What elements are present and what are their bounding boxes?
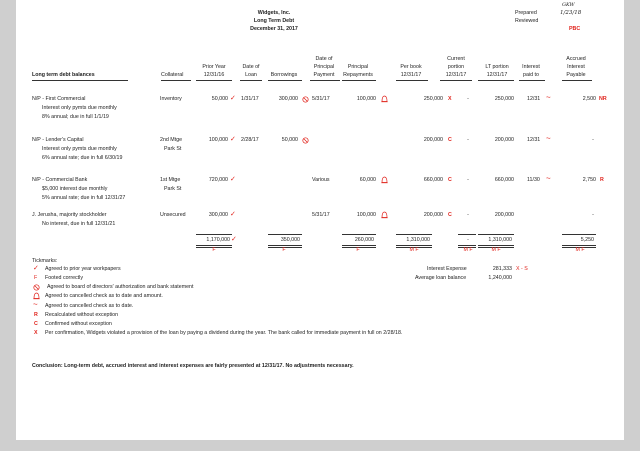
foot-mark: M F: [575, 247, 585, 253]
row-current-portion: -: [467, 212, 469, 218]
col-collateral: Collateral: [161, 72, 184, 78]
tickmark-desc: Confirmed without exception: [45, 321, 112, 327]
row-interest-paid: 11/30: [527, 177, 540, 183]
row-lt-portion: 200,000: [494, 137, 514, 143]
col-interest-paid-2: paid to: [523, 72, 539, 78]
row-collateral: Unsecured: [160, 212, 186, 218]
cancelled-check-icon: [381, 176, 388, 184]
foot-mark: F: [282, 247, 286, 253]
check-date-tickmark: ~: [546, 93, 551, 102]
row-detail: Interest only pymts due monthly: [42, 105, 117, 111]
report-title: Long Term Debt: [253, 18, 295, 24]
average-loan-value: 1,240,000: [488, 275, 512, 281]
foot-mark: M F: [409, 247, 419, 253]
col-prior-year-2: 12/31/16: [203, 72, 225, 78]
row-lt-portion: 200,000: [494, 212, 514, 218]
per-book-mark: C: [448, 212, 452, 218]
row-prior-year: 100,000: [208, 137, 228, 143]
col-description: Long term debt balances: [32, 72, 95, 78]
col-pay-date-1: Date of: [315, 56, 333, 62]
col-accrued-3: Payable: [566, 72, 586, 78]
workpaper-sheet: [16, 0, 624, 440]
prior-year-tickmark: ✓: [230, 136, 236, 143]
row-per-book: 250,000: [423, 96, 443, 102]
row-loan-date: 2/28/17: [241, 137, 259, 143]
col-prior-year-1: Prior Year: [202, 64, 226, 70]
prior-year-tickmark: ✓: [230, 95, 236, 102]
tickmark-desc: Agreed to cancelled check as to date.: [45, 303, 134, 309]
bell-icon: [33, 292, 40, 300]
col-per-book-2: 12/31/17: [400, 72, 422, 78]
total-current-portion: -: [467, 237, 469, 243]
row-name: J. Jerusha, majority stockholder: [32, 212, 107, 218]
row-interest-paid: 12/31: [527, 96, 541, 102]
row-collateral: Inventory: [160, 96, 182, 102]
row-payment-date: 5/31/17: [312, 96, 330, 102]
row-prior-year: 720,000: [208, 177, 228, 183]
cancelled-check-icon: [381, 211, 388, 219]
row-detail: 8% annual; due in full 1/1/19: [42, 114, 109, 120]
row-borrowings: 50,000: [281, 137, 298, 143]
tickmark-desc: Footed correctly: [45, 275, 83, 281]
row-collateral: Park St: [164, 186, 182, 192]
col-interest-paid-1: Interest: [522, 64, 540, 70]
reviewed-label: Reviewed: [515, 18, 539, 24]
col-loan-date-1: Date of: [242, 64, 260, 70]
col-pay-date-2: Principal: [313, 64, 335, 70]
cancelled-check-icon: [381, 95, 388, 103]
accrued-mark: NR: [599, 96, 607, 102]
prior-year-tickmark: ✓: [230, 176, 236, 183]
row-detail: No interest, due in full 12/31/21: [42, 221, 116, 227]
row-name: N/P - Lender's Capital: [32, 137, 84, 143]
row-collateral: Park St: [164, 146, 182, 152]
tickmark-symbol: F: [34, 275, 38, 281]
company-name: Widgets, Inc.: [257, 10, 291, 16]
checkmark-icon: ✓: [33, 265, 39, 272]
row-current-portion: -: [467, 137, 469, 143]
row-per-book: 200,000: [423, 137, 443, 143]
row-repayments: 60,000: [359, 177, 376, 183]
col-lt-portion-1: LT portion: [485, 64, 509, 70]
prior-year-tickmark: ✓: [231, 236, 237, 243]
total-lt-portion: 1,310,000: [488, 237, 512, 243]
board-authorization-icon: [302, 137, 309, 144]
row-current-portion: -: [467, 177, 469, 183]
row-payment-date: 5/31/17: [312, 212, 330, 218]
col-per-book-1: Per book: [400, 64, 422, 70]
foot-mark: F: [212, 247, 216, 253]
foot-mark: M F: [491, 247, 501, 253]
total-borrowings: 350,000: [280, 237, 300, 243]
average-loan-label: Average loan balance: [415, 275, 467, 281]
tickmark-desc: Agreed to cancelled check as to date and amount.: [45, 293, 163, 299]
per-book-mark: C: [448, 177, 452, 183]
row-per-book: 200,000: [423, 212, 443, 218]
interest-expense-label: Interest Expense: [427, 266, 467, 272]
tickmarks-title: Tickmarks:: [32, 258, 58, 264]
row-prior-year: 50,000: [211, 96, 228, 102]
row-repayments: 100,000: [356, 96, 376, 102]
foot-mark: F: [356, 247, 360, 253]
row-accrued: -: [592, 137, 594, 143]
col-loan-date-2: Loan: [245, 72, 257, 78]
per-book-mark: X: [448, 96, 452, 102]
row-detail: 5% annual rate; due in full 12/31/27: [42, 195, 126, 201]
tickmark-symbol: R: [34, 312, 38, 318]
check-date-tickmark: ~: [546, 174, 551, 183]
row-accrued: 2,750: [582, 177, 596, 183]
interest-expense-value: 281,333: [492, 266, 512, 272]
tickmark-desc: Agreed to prior year workpapers: [45, 266, 121, 272]
col-repayments-1: Principal: [347, 64, 369, 70]
tickmark-symbol: X: [34, 330, 38, 336]
prepared-initials: GKW: [562, 2, 575, 8]
per-book-mark: C: [448, 137, 452, 143]
total-per-book: 1,310,000: [406, 237, 430, 243]
tickmark-desc: Agreed to board of directors' authorization and bank statement: [47, 284, 194, 290]
col-accrued-1: Accrued: [566, 56, 586, 62]
row-collateral: 2nd Mtge: [160, 137, 183, 143]
row-name: N/P - First Commercial: [32, 96, 86, 102]
tilde-icon: ~: [33, 300, 38, 309]
row-prior-year: 300,000: [208, 212, 228, 218]
row-payment-date: Various: [312, 177, 330, 183]
row-per-book: 660,000: [423, 177, 443, 183]
row-lt-portion: 250,000: [494, 96, 514, 102]
pbc-label: PBC: [569, 26, 581, 32]
prepared-date: 1/23/18: [560, 10, 582, 16]
col-pay-date-3: Payment: [313, 72, 335, 78]
col-repayments-2: Repayments: [343, 72, 373, 78]
conclusion-text: Conclusion: Long-term debt, accrued interest and interest expenses are fairly presented at 12/31/17. No adjustments necessary.: [32, 363, 354, 369]
total-prior-year: 1,170,000: [206, 237, 230, 243]
row-name: N/P - Commercial Bank: [32, 177, 88, 183]
row-repayments: 100,000: [356, 212, 376, 218]
row-collateral: 1st Mtge: [160, 177, 181, 183]
col-current-1: Current: [447, 56, 465, 62]
row-detail: 6% annual rate; due in full 6/30/19: [42, 155, 123, 161]
accrued-mark: R: [600, 177, 604, 183]
report-date: December 31, 2017: [250, 26, 298, 32]
check-date-tickmark: ~: [546, 134, 551, 143]
total-accrued: 5,250: [580, 237, 594, 243]
row-detail: $5,000 interest due monthly: [42, 186, 108, 192]
tickmark-desc: Recalculated without exception: [45, 312, 119, 318]
tickmark-symbol: C: [34, 321, 38, 327]
total-repayments: 260,000: [354, 237, 374, 243]
col-accrued-2: Interest: [567, 64, 585, 70]
circle-slash-icon: [33, 284, 40, 291]
col-current-2: portion: [447, 64, 465, 70]
foot-mark: M F: [463, 247, 473, 253]
row-detail: Interest only pymts due monthly: [42, 146, 117, 152]
row-loan-date: 1/31/17: [241, 96, 259, 102]
row-current-portion: -: [467, 96, 469, 102]
row-accrued: -: [592, 212, 594, 218]
col-borrowings: Borrowings: [270, 72, 298, 78]
col-current-3: 12/31/17: [445, 72, 467, 78]
row-lt-portion: 660,000: [494, 177, 514, 183]
interest-expense-mark: X - S: [516, 266, 528, 272]
board-authorization-icon: [302, 96, 309, 103]
prior-year-tickmark: ✓: [230, 211, 236, 218]
col-lt-portion-2: 12/31/17: [486, 72, 508, 78]
row-accrued: 2,500: [582, 96, 596, 102]
row-interest-paid: 12/31: [527, 137, 541, 143]
tickmark-desc: Per confirmation, Widgets violated a provision of the loan by paying a dividend during the year. The bank called for immediate payment in full on 2/28/18.: [45, 330, 403, 336]
row-borrowings: 300,000: [278, 96, 298, 102]
prepared-label: Prepared: [515, 10, 537, 16]
